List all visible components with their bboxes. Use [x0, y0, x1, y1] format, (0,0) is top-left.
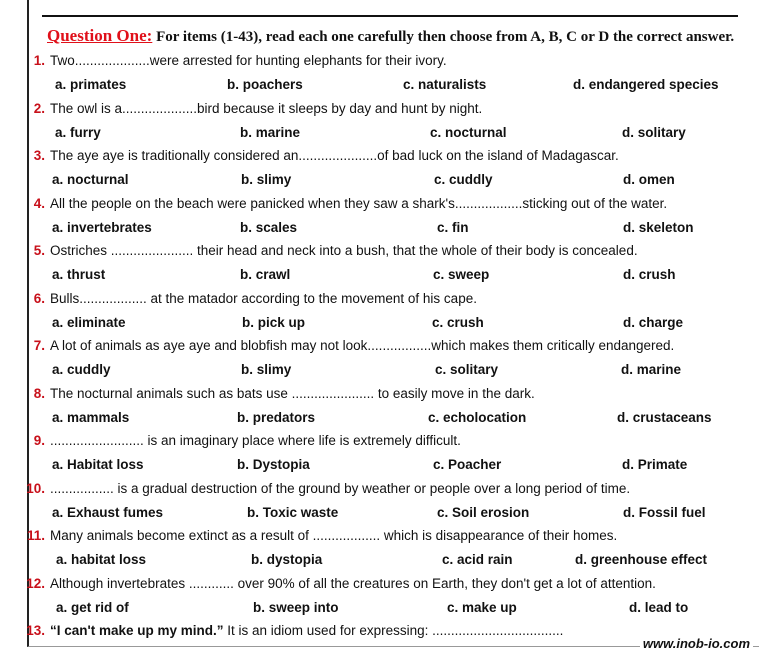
question-number: 7. — [33, 338, 45, 353]
option-d[interactable]: d. omen — [623, 172, 675, 187]
question-5 — [25, 243, 638, 258]
option-c[interactable]: c. sweep — [433, 267, 490, 282]
option-a[interactable]: a. habitat loss — [56, 552, 147, 567]
option-c[interactable]: c. make up — [447, 599, 517, 615]
question-number: 10. — [26, 480, 45, 496]
question-number: 3. — [33, 148, 45, 163]
option-a[interactable]: a. furry — [55, 124, 101, 140]
option-c[interactable]: c. crush — [432, 314, 484, 330]
question-text: ................. is a gradual destruction of the ground by weather or people over a long period of time. — [50, 480, 631, 496]
question-text: The aye aye is traditionally considered an.....................of bad luck on the island of Madagascar. — [50, 148, 619, 163]
question-heading — [47, 26, 734, 46]
question-text: Ostriches ...................... their head and neck into a bush, that the whole of their body is concealed. — [50, 243, 638, 258]
option-d[interactable]: d. crush — [623, 267, 676, 282]
question-number: 11. — [26, 528, 45, 543]
question-11 — [25, 528, 617, 543]
option-b[interactable]: b. marine — [240, 124, 301, 140]
option-a[interactable]: a. nocturnal — [52, 172, 129, 187]
option-d[interactable]: d. charge — [623, 314, 684, 330]
question-number: 6. — [33, 290, 45, 306]
question-text: Bulls.................. at the matador according to the movement of his cape. — [50, 290, 477, 306]
question-quote: “I can't make up my mind.” — [50, 623, 224, 638]
option-b[interactable]: b. crawl — [240, 267, 291, 282]
option-b[interactable]: b. poachers — [227, 77, 303, 92]
question-text: The nocturnal animals such as bats use ...................... to easily move in the dark. — [50, 385, 535, 401]
option-d[interactable]: d. solitary — [622, 124, 686, 140]
question-text: It is an idiom used for expressing: ................................... — [223, 623, 564, 638]
option-a[interactable]: a. invertebrates — [52, 219, 152, 235]
question-3 — [25, 148, 619, 163]
option-c[interactable]: c. nocturnal — [430, 124, 507, 140]
question-text: A lot of animals as aye aye and blobfish may not look.................which makes them critically endangered. — [50, 338, 675, 353]
watermark: www.inob-io.com — [640, 636, 753, 651]
option-b[interactable]: b. slimy — [241, 362, 292, 377]
option-d[interactable]: d. marine — [621, 362, 682, 377]
question-number: 2. — [33, 100, 45, 116]
question-title: Question One: — [47, 26, 153, 45]
option-c[interactable]: c. fin — [437, 219, 469, 235]
question-1 — [25, 53, 447, 68]
header-rule — [42, 15, 738, 17]
option-b[interactable]: b. dystopia — [251, 552, 323, 567]
option-b[interactable]: b. scales — [240, 219, 298, 235]
option-c[interactable]: c. solitary — [435, 362, 499, 377]
option-c[interactable]: c. cuddly — [434, 172, 493, 187]
option-d[interactable]: d. greenhouse effect — [575, 552, 708, 567]
question-9 — [25, 433, 461, 448]
question-text: Although invertebrates ............ over 90% of all the creatures on Earth, they don't get a lot of attention. — [50, 575, 656, 591]
option-b[interactable]: b. Dystopia — [237, 457, 310, 472]
option-d[interactable]: d. endangered species — [573, 77, 719, 92]
question-text: Many animals become extinct as a result of .................. which is disappearance of their homes. — [50, 528, 618, 543]
option-a[interactable]: a. Exhaust fumes — [52, 504, 164, 520]
question-12 — [25, 576, 656, 591]
question-number: 9. — [33, 433, 45, 448]
question-number: 4. — [33, 195, 45, 211]
option-d[interactable]: d. crustaceans — [617, 409, 712, 425]
option-c[interactable]: c. naturalists — [403, 77, 487, 92]
option-d[interactable]: d. lead to — [629, 599, 689, 615]
question-4 — [25, 196, 667, 211]
question-number: 5. — [33, 243, 45, 258]
question-number: 13. — [26, 623, 45, 638]
option-a[interactable]: a. thrust — [52, 267, 106, 282]
option-a[interactable]: a. primates — [55, 77, 127, 92]
question-text: Two....................were arrested for hunting elephants for their ivory. — [50, 53, 447, 68]
option-a[interactable]: a. mammals — [52, 409, 130, 425]
question-13 — [25, 623, 563, 638]
question-7 — [25, 338, 674, 353]
option-a[interactable]: a. get rid of — [56, 599, 129, 615]
question-8 — [25, 386, 535, 401]
question-text: All the people on the beach were panicked when they saw a shark's..................sticking out of the water. — [50, 195, 668, 211]
question-text: ......................... is an imaginary place where life is extremely difficult. — [50, 433, 461, 448]
question-number: 1. — [33, 53, 45, 68]
option-b[interactable]: b. predators — [237, 409, 316, 425]
option-c[interactable]: c. echolocation — [428, 409, 527, 425]
option-c[interactable]: c. Poacher — [433, 457, 502, 472]
option-d[interactable]: d. Primate — [622, 457, 688, 472]
option-a[interactable]: a. Habitat loss — [52, 457, 144, 472]
option-b[interactable]: b. pick up — [242, 314, 306, 330]
instructions: For items (1-43), read each one carefully then choose from A, B, C or D the correct answer. — [156, 29, 735, 45]
option-b[interactable]: b. sweep into — [253, 599, 339, 615]
option-d[interactable]: d. skeleton — [623, 219, 694, 235]
question-text: The owl is a....................bird because it sleeps by day and hunt by night. — [50, 100, 483, 116]
option-a[interactable]: a. eliminate — [52, 314, 126, 330]
question-6 — [25, 291, 477, 306]
option-b[interactable]: b. Toxic waste — [247, 504, 339, 520]
question-number: 8. — [33, 385, 45, 401]
option-c[interactable]: c. Soil erosion — [437, 504, 530, 520]
question-10 — [25, 481, 630, 496]
question-2 — [25, 101, 482, 116]
option-d[interactable]: d. Fossil fuel — [623, 504, 706, 520]
option-c[interactable]: c. acid rain — [442, 552, 513, 567]
option-b[interactable]: b. slimy — [241, 172, 292, 187]
question-number: 12. — [26, 575, 45, 591]
option-a[interactable]: a. cuddly — [52, 362, 111, 377]
